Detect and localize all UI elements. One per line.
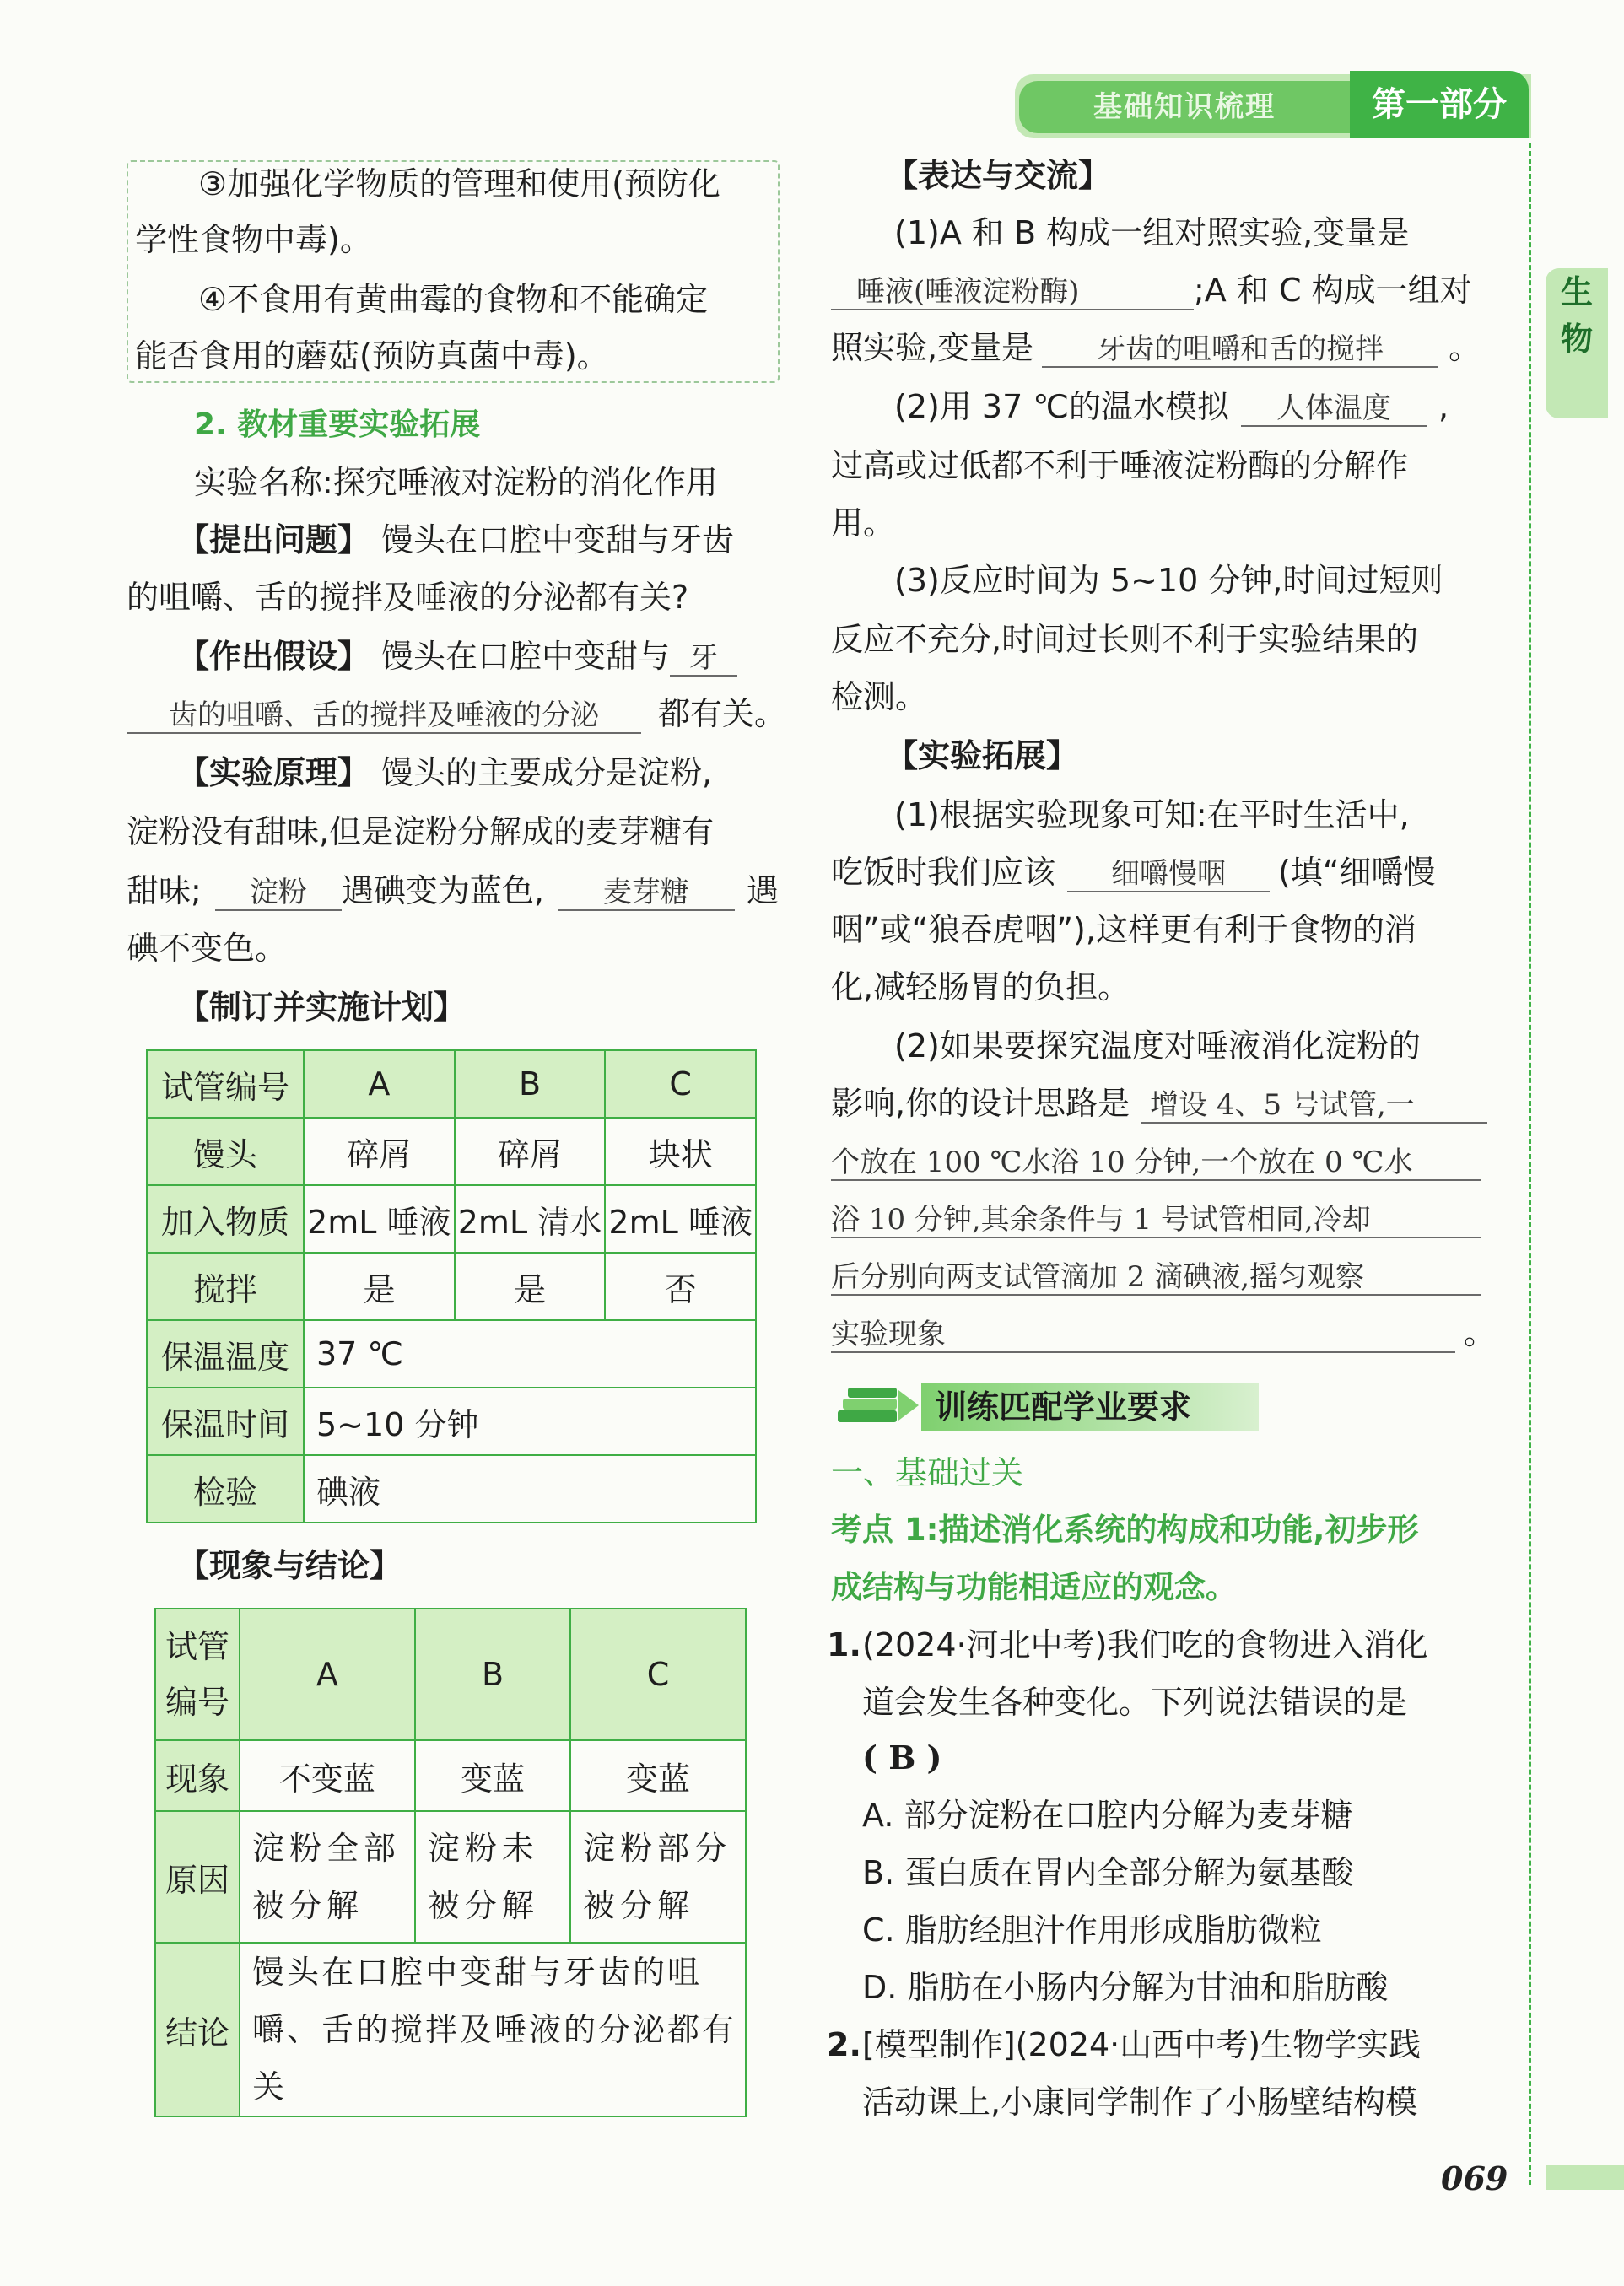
answer-blank: 淀粉 [215,876,342,911]
hypothesis-paragraph: 【作出假设】 馒头在口腔中变甜与 牙 [177,639,737,677]
question-text: 活动课上,小康同学制作了小肠壁结构模 [862,2084,1418,2121]
table-cell: 保温时间 [147,1388,304,1455]
hypothesis-label: 【作出假设】 [177,638,370,675]
part-tab: 第一部分 [1350,71,1529,138]
principle-text: 碘不变色。 [127,930,288,967]
table-cell: 淀粉全部被分解 [240,1811,415,1943]
table-cell: 变蓝 [415,1740,570,1811]
topic-tab: 基础知识梳理 [1019,81,1350,133]
extension-text: 咽”或“狼吞虎咽”),这样更有利于食物的消 [831,911,1416,948]
question-number: 2. [827,2026,861,2063]
plan-label: 【制订并实施计划】 [177,989,467,1026]
answer-blank: 后分别向两支试管滴加 2 滴碘液,摇匀观察 [831,1260,1481,1296]
principle-label: 【实验原理】 [177,754,370,791]
express-text: 检测。 [831,678,928,715]
table-header: B [455,1050,606,1118]
table-header: 试管编号 [147,1050,304,1118]
table-cell: 碎屑 [455,1118,606,1185]
express-text: 用。 [831,504,896,542]
footer-bar [1546,2165,1624,2190]
table-cell: 碘液 [304,1455,756,1523]
note-line: 学性食物中毒)。 [135,221,372,258]
table-cell: 变蓝 [570,1740,746,1811]
principle-text: 甜味; 淀粉 遇碘变为蓝色, 麦芽糖 遇 [127,872,779,909]
table-header: A [304,1050,455,1118]
question-text: 道会发生各种变化。下列说法错误的是 [862,1684,1408,1721]
result-table [154,1608,747,2117]
table-cell: 2mL 清水 [455,1185,606,1253]
section-title: 2. 教材重要实验拓展 [194,407,481,442]
express-text: 过高或过低都不利于唾液淀粉酶的分解作 [831,447,1409,484]
principle-paragraph: 【实验原理】 馒头的主要成分是淀粉, [177,754,713,791]
table-cell: 2mL 唾液 [605,1185,756,1253]
answer-blank: 麦芽糖 [558,876,735,911]
subject-side-tab [1546,268,1608,418]
extension-text: (2)如果要探究温度对唾液消化淀粉的 [894,1027,1421,1065]
table-cell: 是 [304,1253,455,1320]
table-cell: 保温温度 [147,1320,304,1388]
answer-blank: 细嚼慢咽 [1067,857,1270,892]
extension-answer-line [831,1144,1481,1181]
answer-blank: 齿的咀嚼、舌的搅拌及唾液的分泌 [127,698,641,734]
table-cell: 加入物质 [147,1185,304,1253]
express-text: (1)A 和 B 构成一组对照实验,变量是 [894,214,1410,251]
option-d[interactable]: D. 脂肪在小肠内分解为甘油和脂肪酸 [862,1969,1389,2006]
table-cell: 搅拌 [147,1253,304,1320]
hypothesis-paragraph-cont: 齿的咀嚼、舌的搅拌及唾液的分泌 都有关。 [127,697,786,734]
table-cell: 淀粉未被分解 [415,1811,570,1943]
table-cell: 不变蓝 [240,1740,415,1811]
question-text: (2024·河北中考)我们吃的食物进入消化 [862,1626,1428,1663]
knowledge-point: 成结构与功能相适应的观念。 [831,1569,1237,1605]
knowledge-point: 考点 1:描述消化系统的构成和功能,初步形 [831,1512,1419,1548]
question-number: 1. [827,1626,861,1663]
table-cell: 原因 [155,1811,240,1943]
page-number: 069 [1441,2159,1508,2197]
question-paragraph: 【提出问题】 馒头在口腔中变甜与牙齿 [177,521,735,558]
express-text: 照实验,变量是 牙齿的咀嚼和舌的搅拌 。 [831,329,1481,366]
note-line: ③加强化学物质的管理和使用(预防化 [198,165,720,202]
table-header: C [605,1050,756,1118]
table-header: 试管编号 [155,1609,240,1740]
option-c[interactable]: C. 脂肪经胆汁作用形成脂肪微粒 [862,1911,1322,1949]
extension-text: 影响,你的设计思路是 增设 4、5 号试管,一 [831,1086,1487,1124]
principle-text: 淀粉没有甜味,但是淀粉分解成的麦芽糖有 [127,813,715,850]
table-cell: 碎屑 [304,1118,455,1185]
table-cell: 5~10 分钟 [304,1388,756,1455]
answer-blank: 牙 [670,641,737,677]
table-cell: 结论 [155,1943,240,2116]
experiment-name: 实验名称:探究唾液对淀粉的消化作用 [194,464,718,501]
table-header: A [240,1609,415,1740]
table-cell: 淀粉部分被分解 [570,1811,746,1943]
answer-blank: 浴 10 分钟,其余条件与 1 号试管相同,冷却 [831,1203,1481,1238]
basic-title: 一、基础过关 [831,1454,1024,1491]
extension-text: 化,减轻肠胃的负担。 [831,968,1130,1006]
express-text: (3)反应时间为 5~10 分钟,时间过短则 [894,562,1443,599]
express-text: 唾液(唾液淀粉酶) ;A 和 C 构成一组对 [831,273,1472,310]
table-cell: 馒头在口腔中变甜与牙齿的咀嚼、舌的搅拌及唾液的分泌都有关 [240,1943,746,2116]
books-icon [831,1382,924,1429]
extension-text: (1)根据实验现象可知:在平时生活中, [894,796,1410,833]
side-tab-char: 生 [1560,273,1593,310]
answer-blank: 牙齿的咀嚼和舌的搅拌 [1042,332,1438,368]
answer-blank: 实验现象 [831,1318,1455,1353]
express-label: 【表达与交流】 [886,157,1111,194]
question-text: [模型制作](2024·山西中考)生物学实践 [862,2026,1422,2063]
note-line: ④不食用有黄曲霉的食物和不能确定 [198,281,709,318]
table-header: C [570,1609,746,1740]
table-cell: 块状 [605,1118,756,1185]
table-cell: 否 [605,1253,756,1320]
result-label: 【现象与结论】 [177,1547,402,1584]
option-a[interactable]: A. 部分淀粉在口腔内分解为麦芽糖 [862,1797,1353,1834]
table-cell: 2mL 唾液 [304,1185,455,1253]
question-label: 【提出问题】 [177,521,370,558]
page-edge-divider [1529,143,1531,2185]
note-line: 能否食用的蘑菇(预防真菌中毒)。 [135,337,609,375]
question-text: 的咀嚼、舌的搅拌及唾液的分泌都有关? [127,579,689,616]
table-header: B [415,1609,570,1740]
express-text: 反应不充分,时间过长则不利于实验结果的 [831,621,1419,658]
side-tab-char: 物 [1560,321,1593,358]
express-text: (2)用 37 ℃的温水模拟 人体温度 , [894,388,1449,425]
answer-blank: 人体温度 [1241,391,1427,427]
answer-blank: 唾液(唾液淀粉酶) [831,275,1194,310]
answer-blank: 增设 4、5 号试管,一 [1141,1088,1487,1124]
question-answer: ( B ) [862,1739,942,1777]
extension-text: 吃饭时我们应该 细嚼慢咽 (填“细嚼慢 [831,854,1436,891]
extension-answer-line [831,1259,1481,1296]
table-cell: 是 [455,1253,606,1320]
table-cell: 37 ℃ [304,1320,756,1388]
table-cell: 现象 [155,1740,240,1811]
extension-label: 【实验拓展】 [886,737,1079,774]
plan-table [146,1049,757,1523]
training-title: 训练匹配学业要求 [935,1388,1192,1426]
answer-blank: 个放在 100 ℃水浴 10 分钟,一个放在 0 ℃水 [831,1146,1481,1181]
option-b[interactable]: B. 蛋白质在胃内全部分解为氨基酸 [862,1854,1354,1891]
extension-answer-line: 实验现象 。 [831,1314,1497,1351]
extension-answer-line [831,1201,1481,1238]
table-cell: 检验 [147,1455,304,1523]
table-cell: 馒头 [147,1118,304,1185]
